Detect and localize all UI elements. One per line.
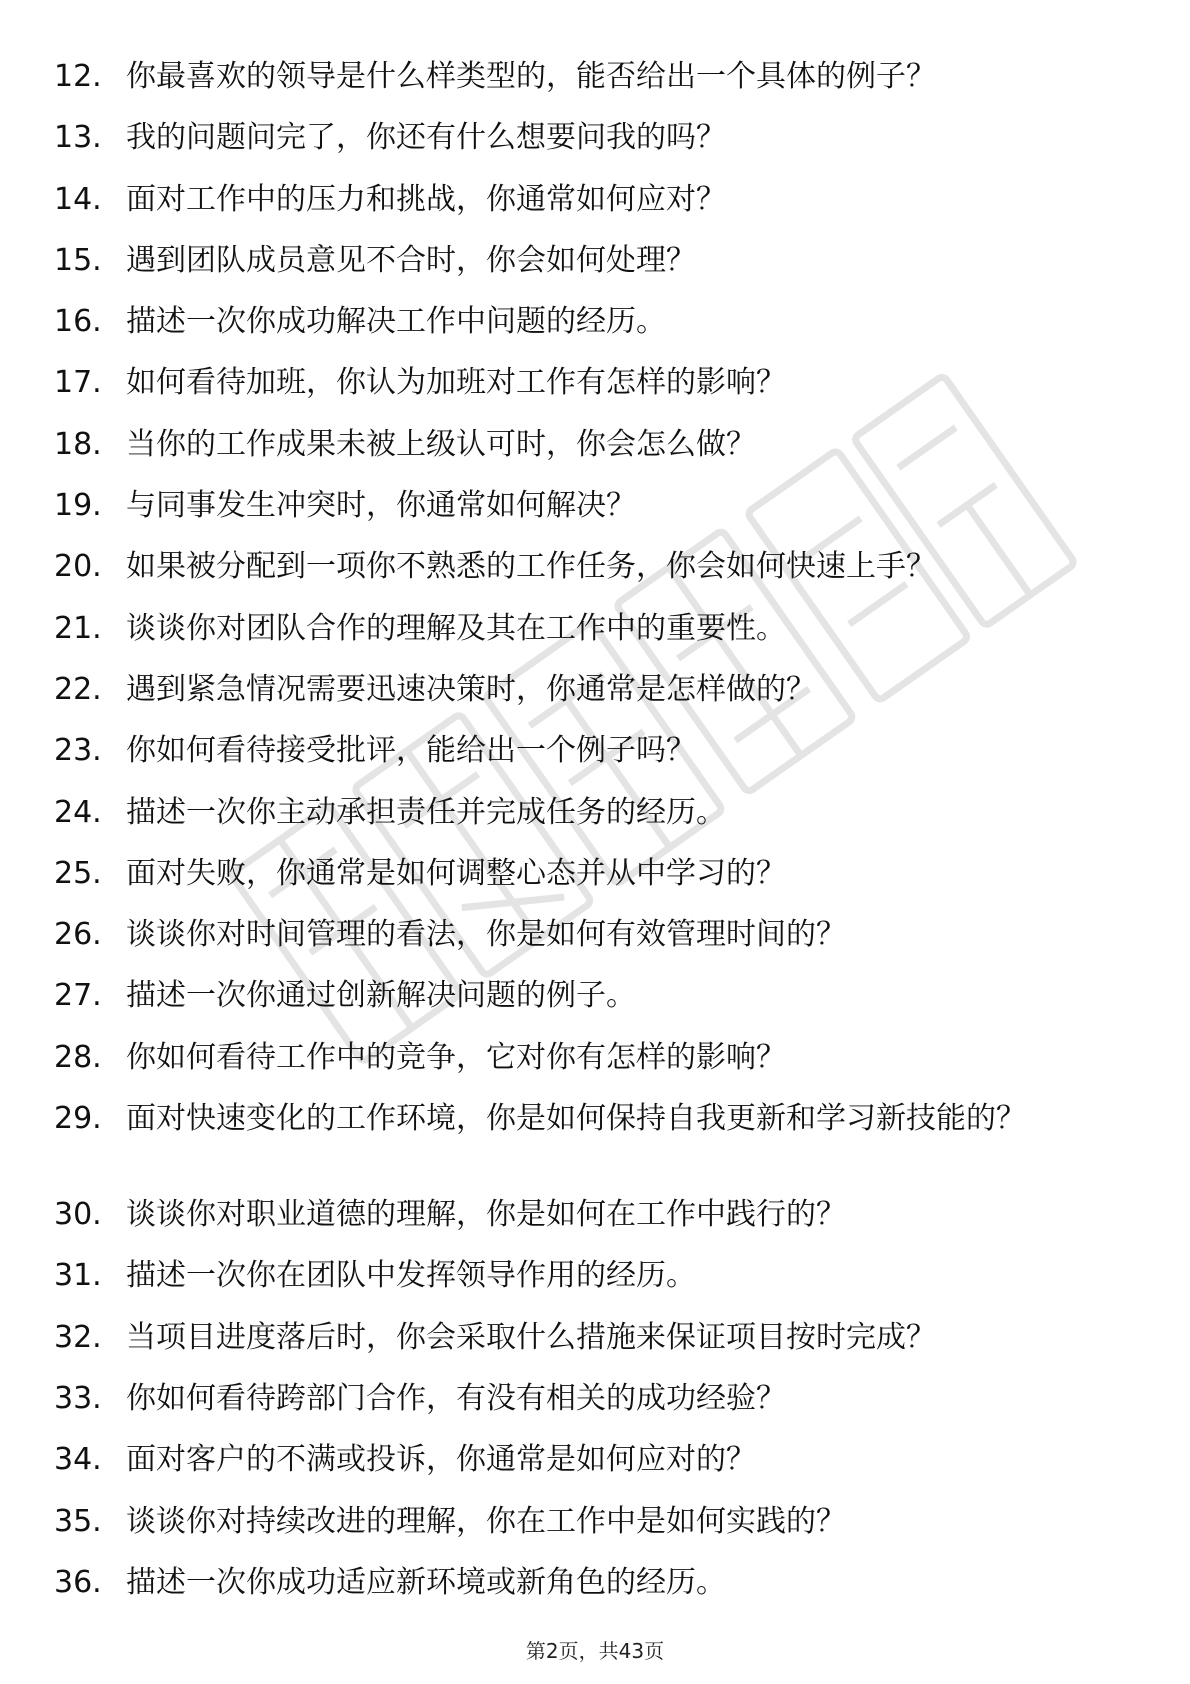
question-item <box>0 46 1190 107</box>
question-text: 面对工作中的压力和挑战，你通常如何应对？ <box>126 181 726 217</box>
question-text: 面对快速变化的工作环境，你是如何保持自我更新和学习新技能的？ <box>126 1101 1026 1137</box>
question-number: 32. <box>54 1319 102 1355</box>
question-number: 26. <box>54 917 102 953</box>
question-text: 谈谈你对团队合作的理解及其在工作中的重要性。 <box>126 610 786 646</box>
question-item <box>0 1088 1190 1184</box>
question-item <box>0 107 1190 168</box>
question-text: 你最喜欢的领导是什么样类型的，能否给出一个具体的例子？ <box>126 59 936 94</box>
question-number: 34. <box>54 1442 102 1478</box>
page-footer: 第2页，共43页 <box>525 1639 665 1663</box>
question-text: 当你的工作成果未被上级认可时，你会怎么做？ <box>126 426 756 462</box>
question-number: 15. <box>54 242 102 278</box>
question-text: 我的问题问完了，你还有什么想要问我的吗？ <box>126 120 726 156</box>
question-number: 30. <box>54 1197 102 1233</box>
question-item <box>0 1027 1190 1088</box>
question-item <box>0 904 1190 965</box>
question-item <box>0 536 1190 597</box>
question-item <box>0 1184 1190 1245</box>
question-number: 35. <box>54 1503 102 1539</box>
question-item <box>0 1429 1190 1490</box>
question-item <box>0 1368 1190 1429</box>
question-text: 你如何看待工作中的竞争，它对你有怎样的影响？ <box>126 1039 786 1075</box>
question-number: 28. <box>54 1039 102 1075</box>
question-text: 描述一次你在团队中发挥领导作用的经历。 <box>126 1258 696 1294</box>
question-text: 描述一次你主动承担责任并完成任务的经历。 <box>126 794 726 830</box>
question-number: 24. <box>54 794 102 830</box>
question-number: 33. <box>54 1380 102 1416</box>
question-number: 25. <box>54 855 102 891</box>
question-number: 27. <box>54 978 102 1014</box>
question-number: 20. <box>54 549 102 585</box>
question-item <box>0 1491 1190 1552</box>
question-number: 36. <box>54 1564 102 1600</box>
question-item <box>0 352 1190 413</box>
question-item <box>0 1552 1190 1613</box>
question-item <box>0 782 1190 843</box>
question-number: 14. <box>54 181 102 217</box>
question-text: 面对失败，你通常是如何调整心态并从中学习的？ <box>126 855 786 891</box>
question-item <box>0 291 1190 352</box>
question-list <box>0 46 1190 1613</box>
question-number: 18. <box>54 426 102 462</box>
question-item <box>0 414 1190 475</box>
question-text: 谈谈你对时间管理的看法，你是如何有效管理时间的？ <box>126 917 846 953</box>
question-text: 如果被分配到一项你不熟悉的工作任务，你会如何快速上手？ <box>126 549 936 585</box>
question-text: 你如何看待接受批评，能给出一个例子吗？ <box>126 733 696 769</box>
question-text: 描述一次你成功适应新环境或新角色的经历。 <box>126 1564 726 1600</box>
question-text: 遇到团队成员意见不合时，你会如何处理？ <box>126 242 696 278</box>
question-text: 谈谈你对职业道德的理解，你是如何在工作中践行的？ <box>126 1197 846 1233</box>
question-number: 29. <box>54 1101 102 1137</box>
question-item <box>0 1245 1190 1306</box>
question-number: 23. <box>54 733 102 769</box>
question-item <box>0 598 1190 659</box>
question-item <box>0 720 1190 781</box>
question-number: 19. <box>54 488 102 524</box>
question-number: 16. <box>54 304 102 340</box>
question-item <box>0 843 1190 904</box>
question-text: 当项目进度落后时，你会采取什么措施来保证项目按时完成？ <box>126 1319 936 1355</box>
question-item <box>0 1307 1190 1368</box>
question-number: 31. <box>54 1258 102 1294</box>
question-text: 谈谈你对持续改进的理解，你在工作中是如何实践的？ <box>126 1503 846 1539</box>
question-text: 如何看待加班，你认为加班对工作有怎样的影响？ <box>126 365 786 401</box>
question-text: 与同事发生冲突时，你通常如何解决？ <box>126 488 636 524</box>
question-number: 17. <box>54 365 102 401</box>
question-item <box>0 965 1190 1026</box>
question-number: 21. <box>54 610 102 646</box>
question-item <box>0 169 1190 230</box>
question-item <box>0 659 1190 720</box>
question-number: 22. <box>54 671 102 707</box>
question-item <box>0 475 1190 536</box>
question-text: 描述一次你通过创新解决问题的例子。 <box>126 978 636 1014</box>
question-number: 13. <box>54 120 102 156</box>
question-text: 你如何看待跨部门合作，有没有相关的成功经验？ <box>126 1380 786 1416</box>
question-text: 描述一次你成功解决工作中问题的经历。 <box>126 304 666 340</box>
question-number: 12. <box>54 59 102 94</box>
question-text: 遇到紧急情况需要迅速决策时，你通常是怎样做的？ <box>126 671 816 707</box>
question-item <box>0 230 1190 291</box>
question-text: 面对客户的不满或投诉，你通常是如何应对的？ <box>126 1442 756 1478</box>
